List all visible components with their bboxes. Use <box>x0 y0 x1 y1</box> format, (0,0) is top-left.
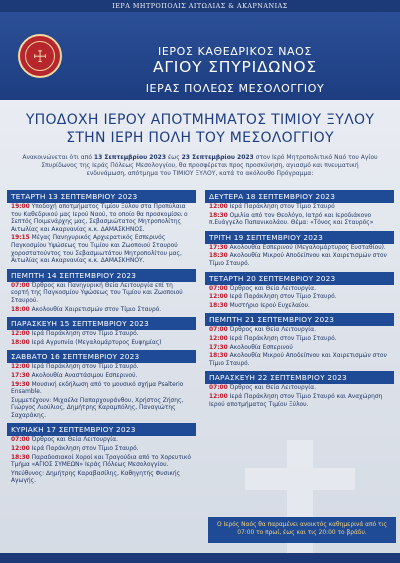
schedule-right-column <box>205 190 394 412</box>
schedule-entry <box>205 352 394 368</box>
entry-time: 12:00 <box>209 204 228 210</box>
schedule-entry <box>205 203 394 212</box>
schedule-day <box>205 272 394 311</box>
schedule-entry <box>7 372 196 381</box>
entry-time: 12:00 <box>11 331 30 338</box>
entry-time: 19:15 <box>11 235 30 242</box>
schedule-entry <box>7 339 196 348</box>
entry-time: 18:00 <box>11 339 30 346</box>
entry-time: 17:30 <box>209 344 228 351</box>
entry-time: 12:00 <box>11 364 30 371</box>
entry-time: 18:30 <box>11 454 30 461</box>
entry-text: Όρθρος και Θεία Λειτουργία. <box>229 285 316 292</box>
entry-time: 12:00 <box>209 335 228 342</box>
entry-time: 12:00 <box>209 294 228 301</box>
entry-time: 07:00 <box>209 385 228 392</box>
seal-inner-icon: ☩ <box>25 41 55 71</box>
day-heading: ΔΕΥΤΕΡΑ 18 ΣΕΠΤΕΜΒΡΙΟΥ 2023 <box>205 190 394 203</box>
schedule-entry <box>7 363 196 372</box>
entry-time: 19:30 <box>11 381 30 388</box>
schedule-entry <box>205 302 394 311</box>
entry-text: Μέγας Πανηγυρικός Αρχιερατικός Εσπερινός Παγκοσμίου Υψώσεως του Τιμίου και Ζωοποιού Σταυρού χοροστατούντος του Σεβασμιωτάτου Μητροπολίτου μας, Αιτωλίας και Ακαρνανίας κ.κ. ΔΑΜΑΣΚΗΝΟΥ. <box>11 235 182 265</box>
intro-date-1: 13 Σεπτεμβρίου 2023 <box>93 154 167 161</box>
schedule-entry <box>205 344 394 353</box>
entry-text: Ακολουθία Εσπερινού (Μεγαλομάρτυρος Ευσταθίου). <box>229 244 386 251</box>
entry-text: Ιερά Παράκληση στον Τίμιο Σταυρό. <box>31 446 139 453</box>
entry-text: Ακολουθία Μικρού Αποδείπνου και Χαιρετισμών στον Τίμιο Σταυρό. <box>209 253 387 267</box>
schedule-entry <box>7 381 196 397</box>
schedule-entry <box>205 252 394 268</box>
entry-text: Μυστήριο Ιερού Ευχελαίου. <box>229 302 310 309</box>
intro-part-3: στον Ιερό Μητροπολιτικό Ναό του Αγίου Σπυρίδωνος της Ιεράς Πόλεως Μεσολογγίου, θα προσφέρεται προς προσκύνηση, αγιασμό και πνευματική ενδυνάμωση, απότμημα του ΤΙΜΙΟΥ ΞΥΛΟΥ, κατά το ακόλουθο Πρόγραμμα: <box>41 154 378 178</box>
schedule-entry <box>205 244 394 253</box>
schedule-day <box>7 269 196 314</box>
schedule-entry <box>7 282 196 306</box>
schedule-entry <box>7 436 196 445</box>
metropolis-title: ΙΕΡΑ ΜΗΤΡΟΠΟΛΙΣ ΑΙΤΩΛΙΑΣ & ΑΚΑΡΝΑΝΙΑΣ <box>112 2 288 10</box>
entry-text: Ιερά Παράκληση στον Τίμιο Σταυρό <box>229 204 335 210</box>
schedule-entry <box>205 293 394 302</box>
day-heading: ΠΕΜΠΤΗ 14 ΣΕΠΤΕΜΒΡΙΟΥ 2023 <box>7 269 196 282</box>
schedule-entry <box>7 470 196 486</box>
entry-text: Ιερά Παράκληση στον Τίμιο Σταυρό. <box>31 364 139 371</box>
opening-hours-notice: Ο Ιερός Ναός θα παραμένει ανοικτός καθημερινά από τις 07:00 το πρωί, έως και τις 20:00 το βράδυ. <box>208 517 396 543</box>
church-line-2: ΑΓΙΟΥ ΣΠΥΡΙΔΩΝΟΣ <box>152 58 318 76</box>
entry-text: Ομιλία από τον Θεολόγο, Ιατρό και Ιεροδιάκονο π.Ευάγγελο Παπανικολάου. Θέμα: «Τόνος και Σταυρός» <box>209 212 374 227</box>
entry-text: Ιερά Παράκληση στον Τίμιο Σταυρό. <box>229 294 337 301</box>
entry-text: Ακολουθία Εσπερινού <box>229 344 293 351</box>
schedule-entry <box>7 397 196 421</box>
intro-part-1: Ανακοινώνεται ότι από <box>22 154 94 161</box>
schedule-entry <box>205 384 394 393</box>
intro-date-2: 23 Σεπτεμβρίου 2023 <box>181 154 254 161</box>
entry-time: 07:00 <box>11 437 30 444</box>
schedule-day <box>205 231 394 269</box>
schedule-entry <box>7 454 196 470</box>
entry-time: 12:00 <box>209 393 228 400</box>
main-title-line-1: ΥΠΟΔΟΧΗ ΙΕΡΟΥ ΑΠΟΤΜΗΜΑΤΟΣ ΤΙΜΙΟΥ ΞΥΛΟΥ <box>25 112 375 128</box>
main-title-line-2: ΣΤΗΝ ΙΕΡΗ ΠΟΛΗ ΤΟΥ ΜΕΣΟΛΟΓΓΙΟΥ <box>66 130 334 146</box>
entry-text: Ιερά Αγρυπνία (Μεγαλομάρτυρος Ευφημίας) <box>31 339 162 346</box>
entry-time: 18:30 <box>209 302 228 309</box>
day-heading: ΤΡΙΤΗ 19 ΣΕΠΤΕΜΒΡΙΟΥ 2023 <box>205 231 394 244</box>
entry-text: Όρθρος και Θεία Λειτουργία. <box>229 385 316 392</box>
entry-time: 07:00 <box>209 327 228 334</box>
schedule-entry <box>7 330 196 339</box>
schedule-day <box>205 371 394 409</box>
day-heading: ΚΥΡΙΑΚΗ 17 ΣΕΠΤΕΜΒΡΙΟΥ 2023 <box>7 423 196 436</box>
schedule-entry <box>205 212 394 228</box>
schedule-entry <box>205 326 394 335</box>
schedule-day <box>205 190 394 228</box>
day-heading: ΤΕΤΑΡΤΗ 13 ΣΕΠΤΕΜΒΡΙΟΥ 2023 <box>7 190 196 203</box>
schedule-entry <box>7 234 196 265</box>
entry-text: Όρθρος και Θεία Λειτουργία. <box>229 327 316 334</box>
entry-time: 18:30 <box>209 353 228 360</box>
top-band <box>0 0 400 12</box>
entry-text: Παραδοσιακοί Χοροί και Τραγούδια από το Χορευτικό Τμήμα «ΑΓΙΟΣ ΣΥΜΕΩΝ» Ιεράς Πόλεως Μεσολογγίου. <box>11 454 191 469</box>
bottom-band <box>0 553 400 563</box>
entry-time: 18:30 <box>209 212 228 219</box>
schedule-day <box>7 317 196 347</box>
schedule-day <box>205 313 394 368</box>
entry-text: Ιερά Παράκληση στον Τίμιο Σταυρό και Αναχώρηση Ιερού αποτμήματος Τιμίου Ξύλου. <box>209 393 383 408</box>
entry-text: Ακολουθία Μικρού Αποδείπνου και Χαιρετισμών στον Τίμιο Σταυρό. <box>209 353 387 367</box>
schedule-entry <box>205 335 394 344</box>
entry-time: 07:00 <box>11 282 30 289</box>
schedule-entry <box>205 393 394 409</box>
entry-time: 19:00 <box>11 204 30 210</box>
schedule-left-column <box>7 190 196 489</box>
entry-time: 17:30 <box>11 372 30 379</box>
entry-time: 18:30 <box>209 253 228 260</box>
entry-text: Υποδοχή αποτμήματος Τιμίου Ξύλου στα Προπύλαια του Καθεδρικού μας Ιερού Ναού, το οποίο θα προσκομίσει ο Σεπτός Ποιμενάρχης μας, Σεβασμιώτατος Μητροπολίτης Αιτωλίας και Ακαρνανίας κ.κ. ΔΑΜΑΣΚΗΝΟΣ. <box>11 204 188 233</box>
day-heading: ΠΕΜΠΤΗ 21 ΣΕΠΤΕΜΒΡΙΟΥ 2023 <box>205 313 394 326</box>
schedule-day <box>7 350 196 420</box>
entry-text: Όρθρος και Πανηγυρική Θεία Λειτουργία επί τη εορτή της Παγκοσμίου Υψώσεως του Τιμίου και Ζωοποιού Σταυρού. <box>11 282 183 304</box>
entry-time: 07:00 <box>209 285 228 292</box>
schedule-entry <box>7 203 196 234</box>
intro-paragraph <box>22 154 378 179</box>
entry-text: Ακολουθία Χαιρετισμών στον Τίμιο Σταυρό. <box>31 306 162 313</box>
day-heading: ΣΑΒΒΑΤΟ 16 ΣΕΠΤΕΜΒΡΙΟΥ 2023 <box>7 350 196 363</box>
church-line-1: ΙΕΡΟΣ ΚΑΘΕΔΡΙΚΟΣ ΝΑΟΣ <box>158 45 312 58</box>
intro-part-2: έως <box>166 154 182 161</box>
schedule-day <box>7 190 196 266</box>
schedule-entry <box>7 306 196 315</box>
schedule-day <box>7 423 196 486</box>
day-heading: ΤΕΤΑΡΤΗ 20 ΣΕΠΤΕΜΒΡΙΟΥ 2023 <box>205 272 394 285</box>
schedule-entry <box>7 445 196 454</box>
entry-time: 12:00 <box>11 446 30 453</box>
schedule-entry <box>205 285 394 294</box>
entry-time: 17:30 <box>209 244 228 251</box>
metropolis-seal-icon <box>18 34 62 78</box>
header-banner <box>0 12 400 100</box>
entry-text: Μουσική εκδήλωση από το μουσικό σχήμα Psalterio Ensamble. <box>11 381 184 396</box>
entry-text: Ιερά Παράκληση στον Τίμιο Σταυρό. <box>229 335 337 342</box>
entry-text: Όρθρος και Θεία Λειτουργία. <box>31 437 118 444</box>
entry-text: Συμμετέχουν: Μιχαέλα Παπαρχουράνθου, Χρήστος Ζήσης, Γιώργος Λιούλιος, Δημήτρης Καραμπόλης, Παναγιώτης Σαχαράκης. <box>11 397 184 419</box>
entry-text: Ιερά Παράκληση στον Τίμιο Σταυρό. <box>31 331 139 338</box>
church-line-3: ΙΕΡΑΣ ΠΟΛΕΩΣ ΜΕΣΟΛΟΓΓΙΟΥ <box>145 82 325 95</box>
day-heading: ΠΑΡΑΣΚΕΥΗ 22 ΣΕΠΤΕΜΒΡΙΟΥ 2023 <box>205 371 394 384</box>
entry-time: 18:00 <box>11 306 30 313</box>
entry-text: Υπεύθυνος: Δημήτρης Καραβασίλης, Καθηγητής Φυσικής Αγωγής. <box>11 470 181 485</box>
day-heading: ΠΑΡΑΣΚΕΥΗ 15 ΣΕΠΤΕΜΒΡΙΟΥ 2023 <box>7 317 196 330</box>
entry-text: Ακολουθία Αναστάσιμου Εσπερινού. <box>31 372 138 379</box>
